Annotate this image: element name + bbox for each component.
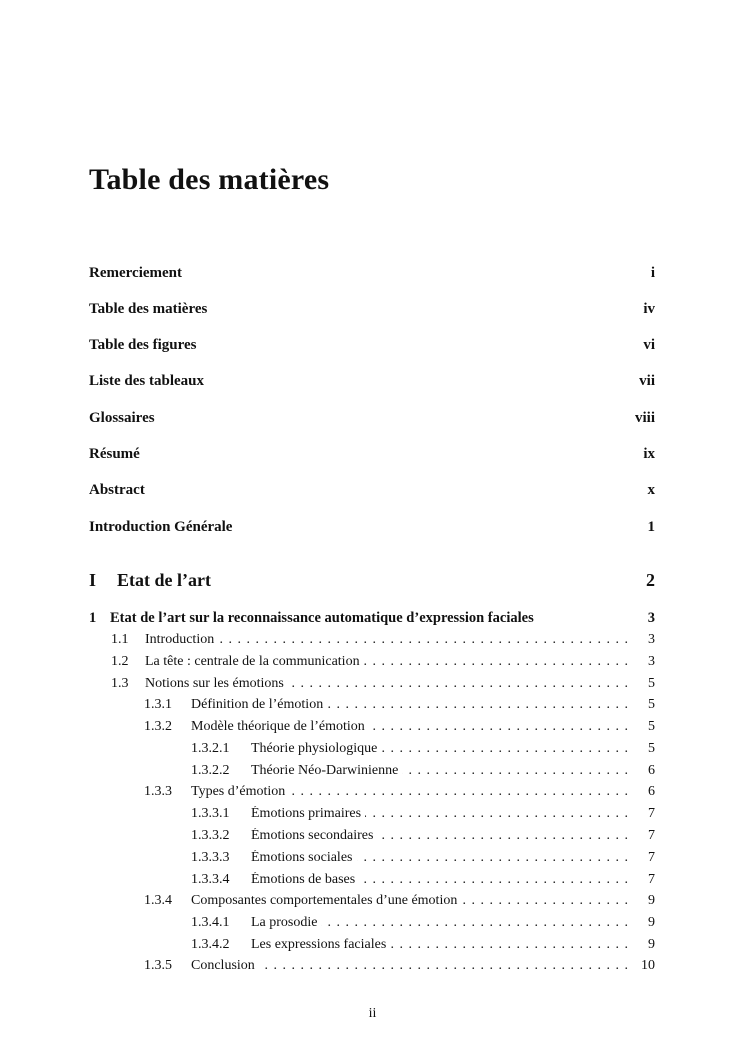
toc-section-page: 3 xyxy=(648,654,655,669)
toc-subsection-page: 10 xyxy=(641,958,655,973)
toc-subsubsection-number: 1.3.3.3 xyxy=(191,850,230,865)
toc-subsubsection[interactable] xyxy=(191,850,655,866)
toc-subsubsection-page: 6 xyxy=(648,763,655,778)
toc-entry-page: iv xyxy=(643,301,655,317)
toc-subsection-label: Modèle théorique de l’émotion xyxy=(191,719,369,734)
toc-subsubsection-label: Émotions sociales xyxy=(251,850,357,865)
toc-subsection-label: Définition de l’émotion xyxy=(191,697,327,712)
toc-subsubsection-number: 1.3.4.2 xyxy=(191,937,230,952)
toc-chapter-1[interactable] xyxy=(89,610,655,627)
toc-entry-label: Remerciement xyxy=(89,265,183,281)
toc-entry-resume[interactable] xyxy=(89,446,655,463)
toc-entry-page: vii xyxy=(639,373,655,389)
toc-subsection[interactable] xyxy=(144,958,655,974)
toc-subsubsection-label: La prosodie xyxy=(251,915,321,930)
toc-subsection-page: 6 xyxy=(648,784,655,799)
toc-subsubsection-label: Émotions secondaires xyxy=(251,828,377,843)
toc-subsubsection[interactable] xyxy=(191,915,655,931)
toc-subsection-page: 5 xyxy=(648,719,655,734)
toc-subsubsection[interactable] xyxy=(191,828,655,844)
toc-subsection-number: 1.3.4 xyxy=(144,893,172,908)
toc-entry-table-des-figures[interactable] xyxy=(89,337,655,354)
toc-part-label: Etat de l’art xyxy=(117,570,211,590)
toc-subsection-label: Types d’émotion xyxy=(191,784,289,799)
toc-entry-label: Résumé xyxy=(89,446,140,462)
toc-subsection[interactable] xyxy=(144,784,655,800)
toc-subsubsection-label: Émotions de bases xyxy=(251,872,359,887)
toc-subsubsection-page: 9 xyxy=(648,915,655,930)
toc-section-page: 5 xyxy=(648,676,655,691)
toc-section[interactable] xyxy=(111,676,655,692)
toc-subsubsection-number: 1.3.3.2 xyxy=(191,828,230,843)
toc-subsubsection-page: 7 xyxy=(648,850,655,865)
toc-chapter-page: 3 xyxy=(647,610,655,626)
toc-subsection-page: 5 xyxy=(648,697,655,712)
toc-entry-label: Table des matières xyxy=(89,301,208,317)
toc-subsubsection[interactable] xyxy=(191,806,655,822)
toc-subsubsection[interactable] xyxy=(191,872,655,888)
toc-section[interactable] xyxy=(111,654,655,670)
toc-section[interactable] xyxy=(111,632,655,648)
toc-subsection[interactable] xyxy=(144,719,655,735)
toc-section-number: 1.1 xyxy=(111,632,129,647)
toc-subsubsection[interactable] xyxy=(191,937,655,953)
toc-entry-label: Table des figures xyxy=(89,337,197,353)
page-number: ii xyxy=(368,1006,377,1021)
toc-entry-abstract[interactable] xyxy=(89,482,655,499)
toc-entry-label: Liste des tableaux xyxy=(89,373,205,389)
toc-entry-page: vi xyxy=(643,337,655,353)
toc-subsubsection-label: Les expressions faciales xyxy=(251,937,390,952)
toc-subsubsection-number: 1.3.2.1 xyxy=(191,741,230,756)
toc-subsection-number: 1.3.2 xyxy=(144,719,172,734)
toc-subsubsection[interactable] xyxy=(191,741,655,757)
toc-entry-remerciement[interactable] xyxy=(89,265,655,282)
toc-section-number: 1.2 xyxy=(111,654,129,669)
page-title: Table des matières xyxy=(89,163,330,196)
toc-entry-table-des-matieres[interactable] xyxy=(89,301,655,318)
toc-entry-page: x xyxy=(647,482,655,498)
toc-chapter-label: Etat de l’art sur la reconnaissance automatique d’expression faciales xyxy=(110,610,534,626)
toc-subsubsection-page: 5 xyxy=(648,741,655,756)
toc-subsubsection-label: Émotions primaires xyxy=(251,806,365,821)
toc-section-label: Notions sur les émotions xyxy=(145,676,288,691)
toc-entry-label: Abstract xyxy=(89,482,145,498)
toc-entry-label: Introduction Générale xyxy=(89,519,233,535)
toc-subsubsection-page: 7 xyxy=(648,806,655,821)
toc-subsection-number: 1.3.1 xyxy=(144,697,172,712)
toc-entry-liste-des-tableaux[interactable] xyxy=(89,373,655,390)
toc-subsection-number: 1.3.5 xyxy=(144,958,172,973)
toc-entry-glossaires[interactable] xyxy=(89,410,655,427)
toc-subsubsection-page: 7 xyxy=(648,828,655,843)
toc-subsubsection-number: 1.3.4.1 xyxy=(191,915,230,930)
toc-section-label: Introduction xyxy=(145,632,218,647)
toc-subsection[interactable] xyxy=(144,697,655,713)
toc-part-number: I xyxy=(89,570,97,590)
toc-subsubsection-page: 9 xyxy=(648,937,655,952)
toc-subsection-label: Conclusion xyxy=(191,958,259,973)
toc-entry-label: Glossaires xyxy=(89,410,155,426)
toc-entry-introduction-generale[interactable] xyxy=(89,519,655,536)
toc-subsection-label: Composantes comportementales d’une émotion xyxy=(191,893,461,908)
toc-subsubsection-label: Théorie physiologique xyxy=(251,741,381,756)
toc-entry-page: ix xyxy=(643,446,655,462)
toc-entry-page: viii xyxy=(634,410,655,426)
toc-subsection-number: 1.3.3 xyxy=(144,784,172,799)
toc-subsubsection-number: 1.3.3.4 xyxy=(191,872,230,887)
toc-entry-page: i xyxy=(650,265,655,281)
toc-subsection-page: 9 xyxy=(648,893,655,908)
toc-part-page: 2 xyxy=(646,570,655,590)
toc-section-label: La tête : centrale de la communication xyxy=(145,654,364,669)
toc-subsubsection-number: 1.3.2.2 xyxy=(191,763,230,778)
toc-section-page: 3 xyxy=(648,632,655,647)
toc-subsection[interactable] xyxy=(144,893,655,909)
toc-chapter-number: 1 xyxy=(89,610,97,626)
toc-subsubsection-label: Théorie Néo-Darwinienne xyxy=(251,763,402,778)
toc-subsubsection-number: 1.3.3.1 xyxy=(191,806,230,821)
toc-part-etat-de-lart[interactable] xyxy=(89,570,655,591)
toc-subsubsection[interactable] xyxy=(191,763,655,779)
toc-entry-page: 1 xyxy=(647,519,655,535)
toc-section-number: 1.3 xyxy=(111,676,129,691)
toc-subsubsection-page: 7 xyxy=(648,872,655,887)
